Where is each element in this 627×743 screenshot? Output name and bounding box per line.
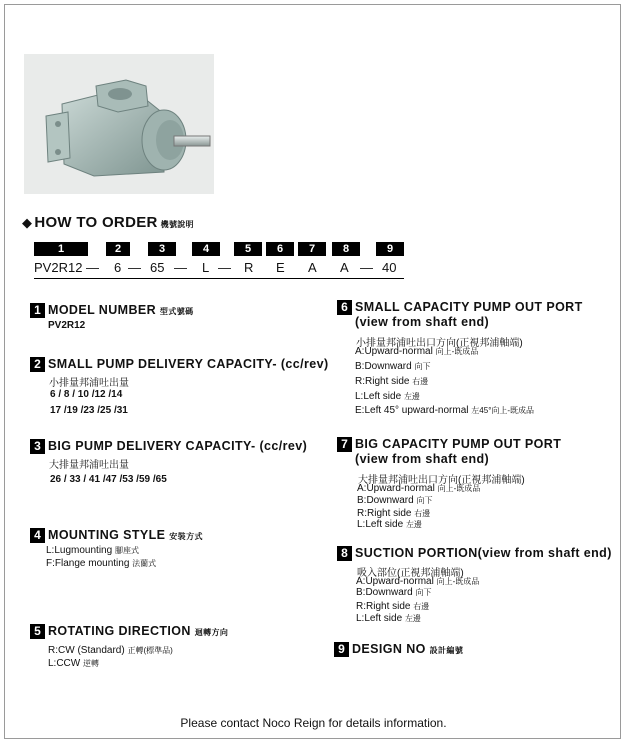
code-dash: —: [86, 260, 99, 275]
position-9: 9: [376, 242, 404, 256]
section-option: R:Right side 右邊: [357, 508, 431, 519]
section-cn: 小排量邦浦吐出量: [49, 378, 129, 389]
section-title: MODEL NUMBER 型式號碼: [48, 303, 194, 317]
vane-pump-image: [24, 54, 214, 194]
position-7: 7: [298, 242, 326, 256]
section-model-number: [30, 303, 300, 343]
section-badge: 1: [30, 303, 45, 318]
section-value: PV2R12: [48, 320, 86, 331]
section-option: L:Left side 左邊: [357, 519, 422, 530]
section-big-port: [337, 437, 617, 537]
contact-footer: Please contact Noco Reign for details information.: [180, 716, 447, 730]
section-badge: 3: [30, 439, 45, 454]
section-option: B:Downward 向下: [356, 587, 432, 598]
section-cn: 吸入部位(正視邦浦軸端): [357, 568, 464, 579]
product-photo: [24, 54, 214, 194]
section-value: 6 / 8 / 10 /12 /14: [50, 389, 123, 400]
section-title: BIG CAPACITY PUMP OUT PORT: [355, 437, 562, 451]
section-cn: 大排量邦浦吐出量: [49, 460, 129, 471]
code-dash: —: [174, 260, 187, 275]
section-badge: 6: [337, 300, 352, 315]
code-mounting: L: [202, 260, 210, 275]
section-title: SMALL CAPACITY PUMP OUT PORT: [355, 300, 583, 314]
section-small-port: [337, 300, 617, 420]
section-option: A:Upward-normal 向上-既成品: [356, 576, 480, 587]
order-number-bar: [34, 242, 404, 256]
section-option: R:Right side 右邊: [356, 601, 430, 612]
position-2: 2: [106, 242, 130, 256]
section-option: B:Downward 向下: [355, 361, 431, 372]
code-dash: —: [128, 260, 141, 275]
section-title: DESIGN NO 設計編號: [352, 642, 464, 656]
section-title: ROTATING DIRECTION 迴轉方向: [48, 624, 229, 638]
section-badge: 9: [334, 642, 349, 657]
position-1: 1: [34, 242, 88, 256]
code-dash: —: [218, 260, 231, 275]
code-big-capacity: 65: [150, 260, 165, 275]
section-badge: 7: [337, 437, 352, 452]
section-option: A:Upward-normal 向上-既成品: [357, 483, 481, 494]
heading-title: HOW TO ORDER: [34, 214, 158, 231]
section-title: MOUNTING STYLE 安裝方式: [48, 528, 203, 542]
code-rotation: R: [244, 260, 254, 275]
section-option: L:Lugmounting 腳座式: [46, 545, 139, 556]
section-badge: 4: [30, 528, 45, 543]
section-option: R:Right side 右邊: [355, 376, 429, 387]
section-option: L:CCW 逆轉: [48, 658, 100, 669]
section-option: F:Flange mounting 法蘭式: [46, 558, 157, 569]
position-6: 6: [266, 242, 294, 256]
heading-cn: 機號說明: [160, 220, 194, 229]
code-design-no: 40: [382, 260, 397, 275]
code-small-capacity: 6: [114, 260, 122, 275]
section-value: 26 / 33 / 41 /47 /53 /59 /65: [50, 474, 167, 485]
code-small-port: E: [276, 260, 285, 275]
diamond-icon: ◆: [22, 215, 33, 230]
how-to-order-heading: [22, 214, 194, 231]
section-design-no: [334, 642, 584, 662]
section-cn: 大排量邦浦吐出口方向(正視邦浦軸端): [358, 475, 525, 486]
section-cn: 小排量邦浦吐出口方向(正視邦浦軸端): [356, 338, 523, 349]
code-suction: A: [340, 260, 349, 275]
position-3: 3: [148, 242, 176, 256]
section-option: L:Left side 左邊: [355, 391, 420, 402]
section-option: E:Left 45° upward-normal 左45°向上-既成品: [355, 405, 535, 416]
section-option: L:Left side 左邊: [356, 613, 421, 624]
code-big-port: A: [308, 260, 317, 275]
section-title: SUCTION PORTION(view from shaft end): [355, 546, 612, 560]
section-option: R:CW (Standard) 正轉(標準品): [48, 645, 173, 656]
section-option: B:Downward 向下: [357, 495, 433, 506]
section-badge: 2: [30, 357, 45, 372]
section-value: 17 /19 /23 /25 /31: [50, 405, 128, 416]
section-title-sub: (view from shaft end): [355, 452, 490, 466]
section-title: SMALL PUMP DELIVERY CAPACITY- (cc/rev): [48, 357, 329, 371]
section-mounting-style: [30, 528, 310, 578]
code-dash: —: [360, 260, 373, 275]
position-5: 5: [234, 242, 262, 256]
section-badge: 8: [337, 546, 352, 561]
section-big-pump-capacity: [30, 439, 330, 489]
section-small-pump-capacity: [30, 357, 330, 427]
position-4: 4: [192, 242, 220, 256]
section-option: A:Upward-normal 向上-既成品: [355, 346, 479, 357]
code-model: PV2R12: [34, 260, 83, 275]
section-title: BIG PUMP DELIVERY CAPACITY- (cc/rev): [48, 439, 308, 453]
section-suction-portion: [337, 546, 622, 626]
section-rotating-direction: [30, 624, 310, 674]
position-8: 8: [332, 242, 360, 256]
section-title-sub: (view from shaft end): [355, 315, 490, 329]
code-underline: [34, 278, 404, 279]
section-badge: 5: [30, 624, 45, 639]
